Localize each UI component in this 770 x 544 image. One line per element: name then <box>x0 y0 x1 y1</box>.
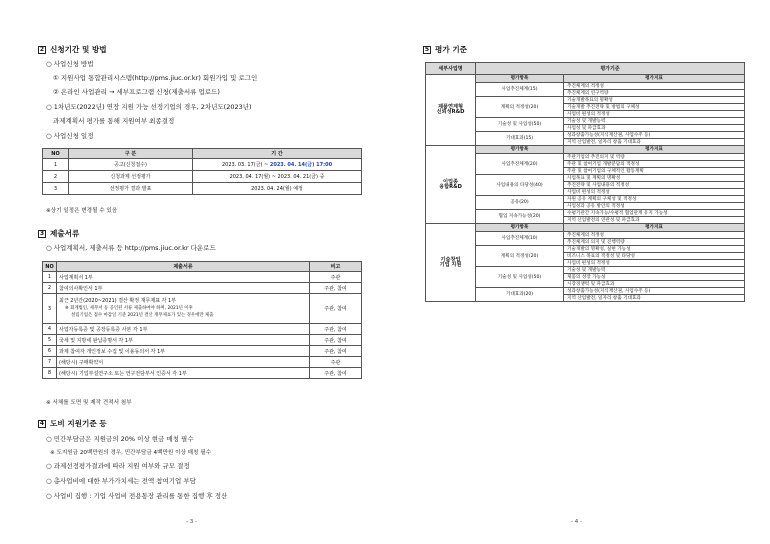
col-program: 세부사업명 <box>426 63 476 75</box>
section-number: 3 <box>39 229 45 237</box>
row-category: 신청과제 선정평가 <box>69 171 193 183</box>
table-row <box>43 171 362 183</box>
evaluation-item: 사업추진체계(20) <box>476 154 564 175</box>
program-name <box>426 75 476 146</box>
evaluation-indicator: 추진체계의 연구역량 <box>564 90 745 97</box>
section-title: 도비 지원기준 등 <box>50 419 107 428</box>
subheader-indicator: 평가지표 <box>564 146 745 154</box>
evaluation-indicator: 추진체계의 적정성 <box>564 83 745 90</box>
evaluation-indicator: 사업비 편성의 적정성 <box>564 189 745 196</box>
evaluation-indicator: 성과창출가능성(지식재산권, 사업수주 등) <box>564 132 745 139</box>
program-name-line: 신뢰성R&D <box>436 109 465 115</box>
evaluation-item: 기술성 및 사업성(50) <box>476 267 564 288</box>
evaluation-indicator: 제품의 성장 가능성 <box>564 274 745 281</box>
col-no: NO <box>43 149 69 159</box>
row-doc <box>57 294 310 324</box>
row-no: 4 <box>43 324 57 335</box>
subheader-item: 평가항목 <box>476 146 564 154</box>
evaluation-item: 기대효과(15) <box>476 132 564 146</box>
row-note: 주관, 참여 <box>310 294 362 324</box>
col-category: 구 분 <box>69 149 193 159</box>
col-period: 기 간 <box>193 149 362 159</box>
section-number: 5 <box>424 45 430 53</box>
evaluation-indicator: 주관 및 참여기업의 구체적인 활동계획 <box>564 168 745 175</box>
row-no: 1 <box>43 159 69 171</box>
section-4-heading <box>38 418 107 429</box>
evaluation-indicator: 주관 및 참여기업 개발분담의 적정성 <box>564 161 745 168</box>
table-row <box>43 368 362 379</box>
row-no: 2 <box>43 171 69 183</box>
row-doc: (해당시) 기업부설연구소 또는 연구전담부서 인증서 각 1부 <box>57 368 310 379</box>
evaluation-indicator: 비즈니스 목표의 적정성 및 타당성 <box>564 253 745 260</box>
row-no: 5 <box>43 335 57 346</box>
col-no: NO <box>43 262 57 272</box>
evaluation-item: 사업내용의 타당성(40) <box>476 175 564 196</box>
schedule-table <box>42 148 362 195</box>
col-note: 비고 <box>310 262 362 272</box>
program-name <box>426 146 476 224</box>
right-page <box>385 0 770 544</box>
bullet-matching-note: ※ 도지원금 20백만원의 경우, 민간부담금 4백만원 이상 매칭 필수 <box>50 450 212 456</box>
row-no: 7 <box>43 357 57 368</box>
row-note: 주관, 참여 <box>310 283 362 294</box>
row-no: 3 <box>43 294 57 324</box>
docs-heading: ○ 사업계획서, 제출서류 등 http://pms.jiuc.or.kr 다운로드 <box>46 244 216 252</box>
section-title: 제출서류 <box>50 229 80 238</box>
table-row <box>43 346 362 357</box>
section-2-heading <box>38 44 107 55</box>
table-row <box>43 335 362 346</box>
row-period <box>193 159 362 171</box>
criteria-subheader <box>426 224 745 232</box>
docs-note: ※ 서체를 도면 및 제작 견적서 첨부 <box>46 400 132 406</box>
row-no: 8 <box>43 368 57 379</box>
section-number: 4 <box>39 419 45 427</box>
schedule-note: ※상기 일정은 변경될 수 있음 <box>46 208 118 214</box>
section-3-heading <box>38 228 79 239</box>
subheader-item: 평가항목 <box>476 75 564 83</box>
evaluation-indicator: 주관기업의 추진의지 및 역량 <box>564 154 745 161</box>
extension-note-line-2: 과제계획서 평가를 통해 지원여부 최종결정 <box>53 117 175 125</box>
row-doc: (해당시) 구매확약서 <box>57 357 310 368</box>
doc-line: 설립기업은 접수 마감일 기준 2021년 결산 재무제표가 있는 경우에만 제출 <box>71 313 214 318</box>
section-number: 2 <box>39 45 45 53</box>
section-title: 평가 기준 <box>435 45 467 54</box>
row-doc: 사업자등록증 및 공장등록증 사본 각 1부 <box>57 324 310 335</box>
doc-line: ※ 회계법인, 세무서 등 공인된 서류 제출하여야 하며, 2021년 이후 <box>65 306 193 311</box>
docs-table <box>42 261 362 379</box>
schedule-heading: ○ 사업신청 일정 <box>46 132 94 140</box>
row-note: 주관 <box>310 357 362 368</box>
evaluation-indicator: 기술개발목표의 명확성 <box>564 97 745 104</box>
evaluation-indicator: 사업성 및 파급효과 <box>564 125 745 132</box>
method-heading: ○ 사업신청 방법 <box>46 60 94 68</box>
row-doc: 국세 및 지방세 완납증명서 각 1부 <box>57 335 310 346</box>
evaluation-indicator: 사업목표 및 계획의 명확성 <box>564 175 745 182</box>
section-5-heading <box>423 44 467 55</box>
col-doc: 제출서류 <box>57 262 310 272</box>
program-name-line: 제품연계형 <box>437 104 464 110</box>
evaluation-indicator: 사업비 편성의 적정성 <box>564 111 745 118</box>
table-row <box>43 272 362 283</box>
row-no: 3 <box>43 183 69 195</box>
evaluation-indicator: 기술개발 추진전략 및 방법의 구체성 <box>564 104 745 111</box>
table-row <box>43 324 362 335</box>
evaluation-item: 계획의 적정성(20) <box>476 97 564 118</box>
row-note: 주관, 참여 <box>310 324 362 335</box>
doc-line: 최근 2년간(2020~2021) 결산 확정 재무제표 각 1부 <box>59 298 177 304</box>
row-category: 선정평가 결과 발표 <box>69 183 193 195</box>
table-row <box>43 183 362 195</box>
row-note: 주관, 참여 <box>310 335 362 346</box>
evaluation-indicator: 자원 공유 계획의 구체성 및 적정성 <box>564 196 745 203</box>
evaluation-indicator: 추진전략 및 사업내용의 적정성 <box>564 182 745 189</box>
bullet-selection: ○ 과제선정평가결과에 따라 지원 여부와 규모 결정 <box>46 462 190 470</box>
page-number: - 4 - <box>571 519 582 525</box>
row-note: 주관, 참여 <box>310 346 362 357</box>
subheader-indicator: 평가지표 <box>564 75 745 83</box>
row-doc: 사업계획서 1부 <box>57 272 310 283</box>
period-start: 2023. 03. 17(금) ~ <box>221 162 270 168</box>
row-note: 주관 <box>310 272 362 283</box>
method-step-1: ① 지원사업 통합관리시스템(http://pms.jiuc.or.kr) 회원가입 및 로그인 <box>53 74 258 82</box>
bullet-execution: ○ 사업비 집행 : 기업 사업비 전용통장 관리를 통한 집행 후 정산 <box>46 492 228 500</box>
period-deadline: 2023. 04. 14(금) 17:00 <box>269 162 333 168</box>
row-doc: 참여의사확인서 1부 <box>57 283 310 294</box>
evaluation-item: 기대효과(20) <box>476 288 564 302</box>
evaluation-indicator: 성과창출가능성(지식재산권, 사업수주 등) <box>564 288 745 295</box>
row-period: 2023. 04. 17(월) ~ 2023. 04. 21(금) 중 <box>193 171 362 183</box>
page-number: - 3 - <box>186 519 197 525</box>
evaluation-indicator: 추진체계의 적정성 <box>564 232 745 239</box>
evaluation-indicator: 지역 산업발전, 일자리 창출 기대효과 <box>564 139 745 146</box>
table-row <box>43 357 362 368</box>
evaluation-item: 사업추진체계(15) <box>476 83 564 97</box>
bullet-vat: ○ 총사업비에 대한 부가가치세는 전액 참여기업 부담 <box>46 477 196 485</box>
section-title: 신청기간 및 방법 <box>50 45 107 54</box>
evaluation-indicator: 지역 산업발전, 일자리 창출 기대효과 <box>564 295 745 302</box>
program-name-line: 이업종 <box>442 178 459 185</box>
program-name-line: 기술창업 <box>440 256 461 263</box>
evaluation-item: 협업 지속가능성(20) <box>476 210 564 224</box>
evaluation-indicator: 수평기관간 지속가능/수평적 협업관계 유지 가능성 <box>564 210 745 217</box>
row-no: 1 <box>43 272 57 283</box>
evaluation-table <box>425 62 745 302</box>
row-doc: 과제 참여자 개인정보 수집 및 이용동의서 각 1부 <box>57 346 310 357</box>
subheader-indicator: 평가지표 <box>564 224 745 232</box>
bullet-matching: ○ 민간부담금은 지원금의 20% 이상 현금 매칭 필수 <box>46 435 194 443</box>
subheader-item: 평가항목 <box>476 224 564 232</box>
row-no: 2 <box>43 283 57 294</box>
program-name-line: 융합R&D <box>439 183 462 190</box>
evaluation-indicator: 사업비 편성의 적정성 <box>564 260 745 267</box>
table-row <box>43 294 362 324</box>
evaluation-indicator: 사업성과 공유 방안의 적정성 <box>564 203 745 210</box>
table-row <box>43 283 362 294</box>
row-note: 주관, 참여 <box>310 368 362 379</box>
evaluation-item: 사업추진체계(10) <box>476 232 564 246</box>
method-step-2: ② 온라인 사업관리 → 세부프로그램 신청(제출서류 업로드) <box>53 88 220 96</box>
program-name-line: 기업 지원 <box>439 261 462 268</box>
extension-note-line-1: ○ 1차년도(2022년) 연장 지원 가능 선정기업의 경우, 2차년도(2023년) <box>46 103 252 111</box>
evaluation-item: 기술성 및 사업성(50) <box>476 118 564 132</box>
col-criteria: 평가기준 <box>476 63 745 75</box>
evaluation-indicator: 추진체계의 의지 및 진행역량 <box>564 239 745 246</box>
row-period: 2023. 04. 24(월) 예정 <box>193 183 362 195</box>
evaluation-indicator: 시장경쟁력 및 파급효과 <box>564 281 745 288</box>
evaluation-item: 공유(20) <box>476 196 564 210</box>
row-no: 6 <box>43 346 57 357</box>
evaluation-indicator: 기술성 및 개발능력 <box>564 118 745 125</box>
evaluation-item: 계획의 적정성(20) <box>476 246 564 267</box>
program-name <box>426 224 476 302</box>
evaluation-indicator: 기술성 및 개발능력 <box>564 267 745 274</box>
evaluation-indicator: 기술개발의 명확성, 실현 가능성 <box>564 246 745 253</box>
evaluation-indicator: 지역 산업발전의 연관성 및 파급효과 <box>564 217 745 224</box>
criteria-subheader <box>426 146 745 154</box>
table-row <box>43 159 362 171</box>
row-category: 공고(신청접수) <box>69 159 193 171</box>
criteria-subheader <box>426 75 745 83</box>
